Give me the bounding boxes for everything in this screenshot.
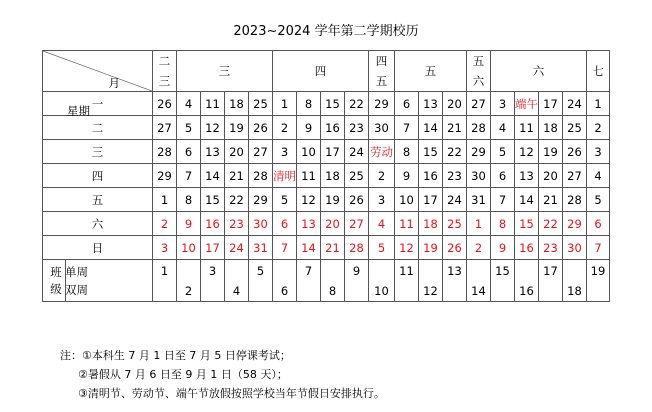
note-line: ③清明节、劳动节、端午节放假按照学校当年节假日安排执行。 — [78, 387, 385, 400]
date-cell: 12 — [201, 116, 225, 140]
date-cell: 12 — [395, 236, 419, 260]
date-cell: 1 — [273, 92, 297, 116]
calendar-title: 2023~2024 学年第二学期校历 — [233, 24, 419, 39]
odd-week-label: 单周 — [65, 265, 88, 279]
week-number-cell — [177, 260, 201, 302]
note-line: 注：①本科生 7 月 1 日至 7 月 5 日停课考试； — [60, 349, 291, 362]
date-cell: 24 — [225, 236, 249, 260]
date-cell: 15 — [419, 140, 443, 164]
date-cell: 15 — [515, 212, 539, 236]
date-cell: 5 — [273, 188, 297, 212]
date-cell: 21 — [225, 164, 249, 188]
date-cell: 16 — [321, 116, 345, 140]
month-label: 五 — [424, 64, 437, 78]
date-cell: 10 — [297, 140, 321, 164]
week-number-cell — [467, 260, 491, 302]
date-cell: 21 — [443, 116, 467, 140]
date-cell: 11 — [297, 164, 321, 188]
date-cell: 19 — [419, 236, 443, 260]
date-cell: 15 — [201, 188, 225, 212]
date-cell: 13 — [297, 212, 321, 236]
date-cell: 8 — [177, 188, 201, 212]
date-cell: 29 — [467, 140, 491, 164]
month-label-char: 三 — [158, 74, 171, 88]
date-cell: 25 — [563, 116, 587, 140]
odd-week-number: 13 — [447, 264, 462, 278]
date-cell: 31 — [249, 236, 273, 260]
week-number-cell — [539, 260, 563, 302]
holiday-cell: 端午 — [515, 92, 539, 116]
date-cell: 10 — [395, 188, 419, 212]
date-cell: 10 — [177, 236, 201, 260]
date-cell: 5 — [369, 236, 395, 260]
date-cell: 27 — [563, 164, 587, 188]
date-cell: 23 — [225, 212, 249, 236]
week-number-cell — [587, 260, 610, 302]
corner-header — [43, 51, 153, 118]
month-label: 三 — [218, 64, 231, 78]
date-cell: 4 — [369, 212, 395, 236]
date-cell: 2 — [273, 116, 297, 140]
weekday-label: 一 — [43, 92, 153, 116]
date-cell: 17 — [419, 188, 443, 212]
date-cell: 1 — [153, 188, 177, 212]
date-cell: 30 — [467, 164, 491, 188]
class-label-char: 级 — [50, 282, 62, 296]
date-cell: 6 — [491, 164, 515, 188]
date-cell: 26 — [443, 236, 467, 260]
date-cell: 27 — [467, 92, 491, 116]
week-number-cell — [153, 260, 177, 302]
corner-week-label: 星期 — [67, 104, 90, 118]
month-header — [587, 51, 610, 92]
date-cell: 11 — [395, 212, 419, 236]
even-week-number: 14 — [471, 284, 486, 298]
date-cell: 11 — [201, 92, 225, 116]
date-cell: 13 — [419, 92, 443, 116]
date-cell: 27 — [345, 212, 369, 236]
date-cell: 26 — [153, 92, 177, 116]
date-cell: 26 — [563, 140, 587, 164]
date-cell: 3 — [153, 236, 177, 260]
date-cell: 17 — [201, 236, 225, 260]
date-cell: 29 — [369, 92, 395, 116]
week-number-cell — [395, 260, 419, 302]
date-cell: 27 — [249, 140, 273, 164]
date-cell: 9 — [395, 164, 419, 188]
month-label — [369, 51, 394, 91]
notes — [60, 346, 385, 403]
class-label-char: 班 — [50, 265, 62, 279]
week-number-row — [43, 260, 610, 302]
date-cell: 19 — [321, 188, 345, 212]
even-week-number: 2 — [184, 284, 193, 298]
date-cell: 26 — [249, 116, 273, 140]
even-week-number: 6 — [280, 284, 289, 298]
week-number-cell — [249, 260, 273, 302]
corner-month-label: 月 — [108, 76, 120, 90]
date-cell: 16 — [201, 212, 225, 236]
date-cell: 14 — [201, 164, 225, 188]
holiday-cell: 劳动 — [369, 140, 395, 164]
date-cell: 7 — [395, 116, 419, 140]
week-number-cell — [491, 260, 515, 302]
class-week-label-cell — [43, 260, 153, 302]
odd-week-number: 11 — [399, 264, 414, 278]
date-cell: 28 — [345, 236, 369, 260]
date-cell: 22 — [443, 140, 467, 164]
date-cell: 21 — [321, 236, 345, 260]
weekday-row — [43, 116, 610, 140]
date-cell: 6 — [587, 212, 610, 236]
note-line: ②暑假从 7 月 6 日至 9 月 1 日（58 天）； — [78, 368, 288, 381]
date-cell: 5 — [587, 188, 610, 212]
weekday-row — [43, 164, 610, 188]
date-cell: 26 — [345, 188, 369, 212]
date-cell: 19 — [539, 140, 563, 164]
date-cell: 20 — [225, 140, 249, 164]
date-cell: 11 — [515, 116, 539, 140]
odd-week-number: 3 — [208, 264, 217, 278]
weekday-label: 五 — [43, 188, 153, 212]
date-cell: 23 — [443, 164, 467, 188]
date-cell: 24 — [345, 140, 369, 164]
date-cell: 2 — [467, 236, 491, 260]
even-week-number: 18 — [567, 284, 582, 298]
week-number-cell — [201, 260, 225, 302]
date-cell: 28 — [249, 164, 273, 188]
date-cell: 17 — [539, 92, 563, 116]
month-label-char: 二 — [158, 54, 171, 68]
date-cell: 8 — [395, 140, 419, 164]
date-cell: 7 — [491, 188, 515, 212]
date-cell: 2 — [587, 116, 610, 140]
date-cell: 7 — [587, 236, 610, 260]
month-label — [153, 51, 176, 91]
week-number-cell — [345, 260, 369, 302]
date-cell: 31 — [467, 188, 491, 212]
weekday-row — [43, 188, 610, 212]
date-cell: 23 — [345, 116, 369, 140]
date-cell: 6 — [177, 140, 201, 164]
date-cell: 25 — [345, 164, 369, 188]
weekday-row — [43, 236, 610, 260]
date-cell: 12 — [515, 140, 539, 164]
date-cell: 18 — [419, 212, 443, 236]
date-cell: 30 — [369, 116, 395, 140]
month-header — [153, 51, 177, 92]
even-week-number: 16 — [519, 284, 534, 298]
holiday-cell: 清明 — [273, 164, 297, 188]
week-number-cell — [273, 260, 297, 302]
date-cell: 3 — [273, 140, 297, 164]
month-label-char: 五 — [472, 54, 485, 68]
weekday-row — [43, 212, 610, 236]
date-cell: 29 — [153, 164, 177, 188]
date-cell: 23 — [539, 236, 563, 260]
date-cell: 24 — [443, 188, 467, 212]
date-cell: 15 — [321, 92, 345, 116]
date-cell: 12 — [297, 188, 321, 212]
month-header — [273, 51, 369, 92]
odd-week-number: 15 — [495, 264, 510, 278]
date-cell: 20 — [443, 92, 467, 116]
date-cell: 14 — [419, 116, 443, 140]
even-week-number: 8 — [328, 284, 337, 298]
month-header — [491, 51, 587, 92]
date-cell: 29 — [249, 188, 273, 212]
odd-week-number: 9 — [352, 264, 361, 278]
weekday-row — [43, 140, 610, 164]
date-cell: 16 — [515, 236, 539, 260]
date-cell: 4 — [491, 116, 515, 140]
date-cell: 1 — [587, 92, 610, 116]
diagonal-line — [43, 51, 152, 91]
date-cell: 1 — [467, 212, 491, 236]
month-header-row — [43, 51, 610, 92]
month-label: 七 — [592, 64, 604, 78]
odd-week-number: 19 — [590, 264, 606, 278]
date-cell: 14 — [515, 188, 539, 212]
calendar-table — [42, 50, 610, 302]
week-number-cell — [515, 260, 539, 302]
date-cell: 4 — [177, 92, 201, 116]
date-cell: 25 — [249, 92, 273, 116]
month-label: 六 — [532, 64, 545, 78]
odd-week-number: 5 — [256, 264, 265, 278]
weekday-label: 日 — [43, 236, 153, 260]
date-cell: 6 — [395, 92, 419, 116]
date-cell: 27 — [153, 116, 177, 140]
date-cell: 24 — [563, 92, 587, 116]
month-header — [177, 51, 273, 92]
date-cell: 5 — [177, 116, 201, 140]
date-cell: 17 — [321, 140, 345, 164]
week-number-cell — [563, 260, 587, 302]
date-cell: 7 — [273, 236, 297, 260]
week-number-cell — [297, 260, 321, 302]
date-cell: 22 — [225, 188, 249, 212]
date-cell: 22 — [539, 212, 563, 236]
date-cell: 16 — [419, 164, 443, 188]
week-number-cell — [225, 260, 249, 302]
date-cell: 25 — [443, 212, 467, 236]
month-label-char: 五 — [375, 74, 388, 88]
date-cell: 19 — [225, 116, 249, 140]
month-label-char: 四 — [375, 54, 388, 68]
weekday-row — [43, 92, 610, 116]
date-cell: 30 — [563, 236, 587, 260]
weekday-label: 二 — [43, 116, 153, 140]
odd-week-number: 1 — [160, 264, 169, 278]
date-cell: 9 — [491, 236, 515, 260]
month-label — [467, 51, 490, 91]
date-cell: 28 — [563, 188, 587, 212]
date-cell: 28 — [153, 140, 177, 164]
date-cell: 3 — [587, 140, 610, 164]
even-week-label: 双周 — [65, 283, 88, 297]
date-cell: 13 — [515, 164, 539, 188]
even-week-number: 12 — [423, 284, 438, 298]
month-label: 四 — [314, 64, 327, 78]
date-cell: 21 — [539, 188, 563, 212]
date-cell: 4 — [587, 164, 610, 188]
date-cell: 28 — [467, 116, 491, 140]
date-cell: 22 — [345, 92, 369, 116]
month-header — [467, 51, 491, 92]
date-cell: 9 — [297, 116, 321, 140]
date-cell: 2 — [153, 212, 177, 236]
weekday-label: 三 — [43, 140, 153, 164]
class-label — [49, 264, 63, 298]
date-cell: 8 — [491, 212, 515, 236]
odd-week-number: 7 — [304, 264, 313, 278]
week-number-cell — [321, 260, 345, 302]
date-cell: 8 — [297, 92, 321, 116]
date-cell: 13 — [201, 140, 225, 164]
date-cell: 3 — [491, 92, 515, 116]
week-number-cell — [369, 260, 395, 302]
weekday-label: 六 — [43, 212, 153, 236]
month-header — [369, 51, 395, 92]
date-cell: 18 — [225, 92, 249, 116]
date-cell: 29 — [563, 212, 587, 236]
date-cell: 20 — [539, 164, 563, 188]
date-cell: 7 — [177, 164, 201, 188]
date-cell: 2 — [369, 164, 395, 188]
date-cell: 3 — [369, 188, 395, 212]
even-week-number: 10 — [374, 284, 389, 298]
weekday-label: 四 — [43, 164, 153, 188]
date-cell: 9 — [177, 212, 201, 236]
odd-week-number: 17 — [543, 264, 558, 278]
date-cell: 14 — [297, 236, 321, 260]
even-week-number: 4 — [232, 284, 241, 298]
date-cell: 5 — [491, 140, 515, 164]
week-number-cell — [443, 260, 467, 302]
date-cell: 18 — [539, 116, 563, 140]
date-cell: 18 — [321, 164, 345, 188]
month-label-char: 六 — [472, 74, 485, 88]
date-cell: 30 — [249, 212, 273, 236]
month-header — [395, 51, 467, 92]
date-cell: 20 — [321, 212, 345, 236]
week-number-cell — [419, 260, 443, 302]
date-cell: 6 — [273, 212, 297, 236]
